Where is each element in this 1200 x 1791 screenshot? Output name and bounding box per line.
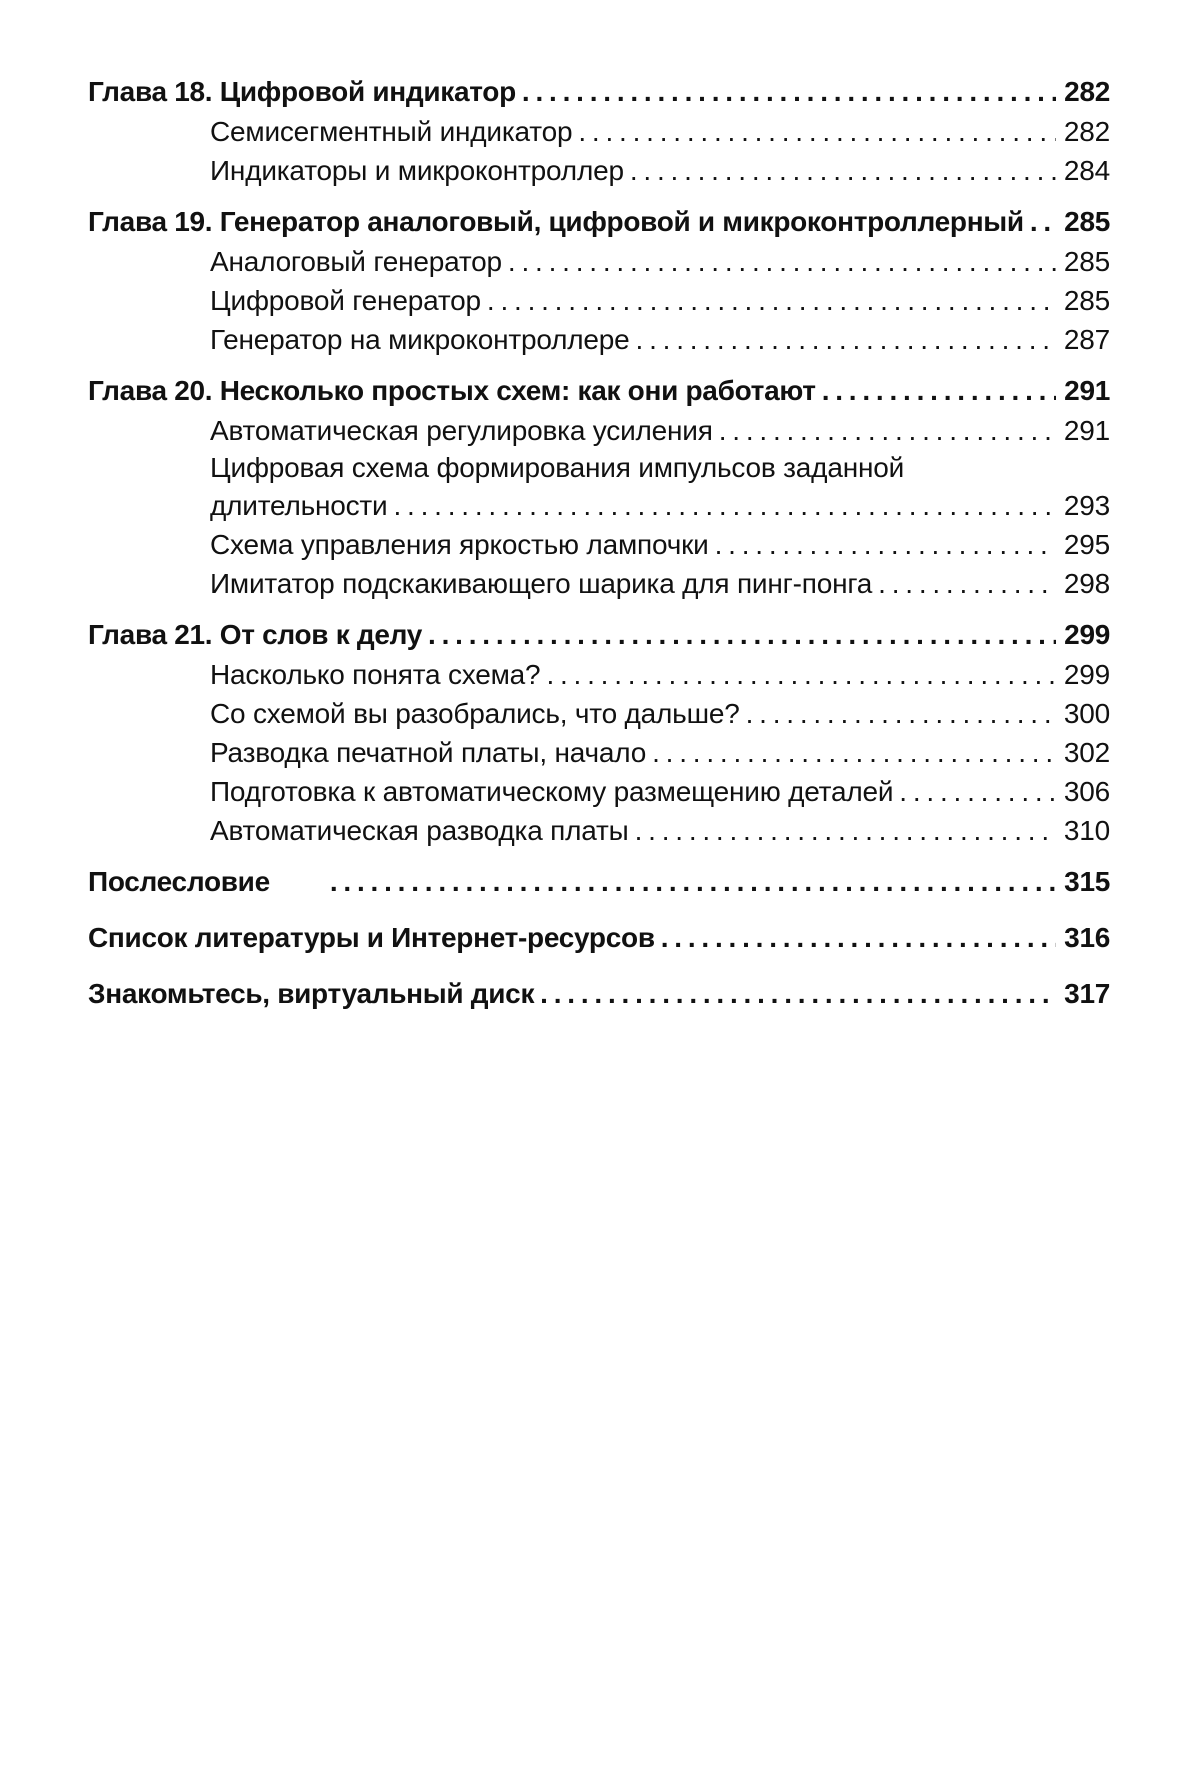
dot-leader — [878, 564, 1056, 603]
toc-chapter-title: Глава 18. Цифровой индикатор — [88, 76, 516, 107]
dot-leader — [715, 525, 1056, 564]
dot-leader — [394, 486, 1057, 525]
dot-leader — [428, 615, 1056, 655]
toc-section-title: Аналоговый генератор — [210, 246, 502, 277]
toc-page-number: 299 — [1063, 659, 1110, 690]
toc-chapter-18[interactable] — [88, 72, 1110, 112]
toc-chapter-title: Знакомьтесь, виртуальный диск — [88, 978, 535, 1009]
toc-page-number: 282 — [1063, 116, 1110, 147]
toc-page-number: 298 — [1063, 568, 1110, 599]
toc-chapter-19[interactable] — [88, 202, 1110, 242]
toc-page-number: 287 — [1063, 324, 1110, 355]
toc-page-number: 282 — [1064, 76, 1110, 107]
toc-chapter-title: Глава 20. Несколько простых схем: как они работают — [88, 375, 816, 406]
dot-leader — [540, 974, 1056, 1014]
toc-section[interactable] — [88, 242, 1110, 281]
toc-section[interactable] — [88, 151, 1110, 190]
toc-section-title-line1[interactable]: Цифровая схема формирования импульсов заданной — [210, 452, 905, 483]
toc-page-number: 310 — [1063, 815, 1110, 846]
toc-page-number: 285 — [1064, 206, 1110, 237]
dot-leader — [661, 918, 1056, 958]
toc-page-number: 315 — [1064, 866, 1110, 897]
toc-page-number: 284 — [1063, 155, 1110, 186]
toc-chapter-title: Глава 21. От слов к делу — [88, 619, 423, 650]
toc-section[interactable] — [88, 655, 1110, 694]
toc-section-title: Автоматическая регулировка усиления — [210, 415, 713, 446]
dot-leader — [746, 694, 1056, 733]
table-of-contents — [88, 72, 1110, 1014]
toc-chapter-title: Послесловие — [88, 866, 270, 897]
toc-section-title: Насколько понята схема? — [210, 659, 541, 690]
toc-section[interactable] — [88, 811, 1110, 850]
dot-leader — [652, 733, 1056, 772]
toc-page-number: 317 — [1064, 978, 1110, 1009]
toc-page-number: 293 — [1063, 490, 1110, 521]
dot-leader — [822, 371, 1056, 411]
toc-references[interactable] — [88, 918, 1110, 958]
toc-section[interactable] — [88, 112, 1110, 151]
toc-section[interactable] — [88, 694, 1110, 733]
dot-leader — [487, 281, 1056, 320]
toc-section[interactable] — [88, 486, 1110, 525]
toc-section-title: Цифровой генератор — [210, 285, 481, 316]
toc-page-number: 300 — [1063, 698, 1110, 729]
toc-section-title: Имитатор подскакивающего шарика для пинг-понга — [210, 568, 873, 599]
dot-leader — [630, 151, 1056, 190]
dot-leader — [508, 242, 1056, 281]
toc-section[interactable] — [88, 733, 1110, 772]
toc-chapter-21[interactable] — [88, 615, 1110, 655]
dot-leader — [719, 411, 1056, 450]
toc-page-number: 291 — [1064, 375, 1110, 406]
dot-leader — [330, 862, 1056, 902]
toc-chapter-20[interactable] — [88, 371, 1110, 411]
dot-leader — [546, 655, 1056, 694]
toc-page-number: 306 — [1063, 776, 1110, 807]
toc-section[interactable] — [88, 320, 1110, 359]
toc-afterword[interactable] — [88, 862, 1110, 902]
toc-page-number: 302 — [1063, 737, 1110, 768]
toc-section-title: Автоматическая разводка платы — [210, 815, 629, 846]
toc-section-title: Семисегментный индикатор — [210, 116, 573, 147]
toc-section[interactable] — [88, 772, 1110, 811]
toc-page-number: 299 — [1064, 619, 1110, 650]
toc-page-number: 285 — [1063, 246, 1110, 277]
toc-page-number: 295 — [1063, 529, 1110, 560]
toc-section-title: Схема управления яркостью лампочки — [210, 529, 709, 560]
toc-page-number: 285 — [1063, 285, 1110, 316]
toc-section-title: Подготовка к автоматическому размещению деталей — [210, 776, 894, 807]
dot-leader — [899, 772, 1056, 811]
toc-page-number: 316 — [1064, 922, 1110, 953]
toc-section[interactable] — [88, 411, 1110, 450]
toc-section-title: Со схемой вы разобрались, что дальше? — [210, 698, 740, 729]
toc-virtual-disk[interactable] — [88, 974, 1110, 1014]
toc-section-title: Генератор на микроконтроллере — [210, 324, 630, 355]
toc-section-title-line2: длительности — [210, 490, 388, 521]
toc-page-number: 291 — [1063, 415, 1110, 446]
dot-leader — [635, 811, 1056, 850]
toc-section[interactable] — [88, 525, 1110, 564]
dot-leader — [1030, 202, 1056, 242]
toc-section[interactable] — [88, 564, 1110, 603]
dot-leader — [522, 72, 1056, 112]
toc-section-title: Индикаторы и микроконтроллер — [210, 155, 624, 186]
toc-chapter-title: Список литературы и Интернет-ресурсов — [88, 922, 655, 953]
dot-leader — [636, 320, 1056, 359]
toc-chapter-title: Глава 19. Генератор аналоговый, цифровой и микроконтроллерный — [88, 206, 1024, 237]
toc-section[interactable] — [88, 281, 1110, 320]
dot-leader — [578, 112, 1056, 151]
toc-section-title: Разводка печатной платы, начало — [210, 737, 647, 768]
